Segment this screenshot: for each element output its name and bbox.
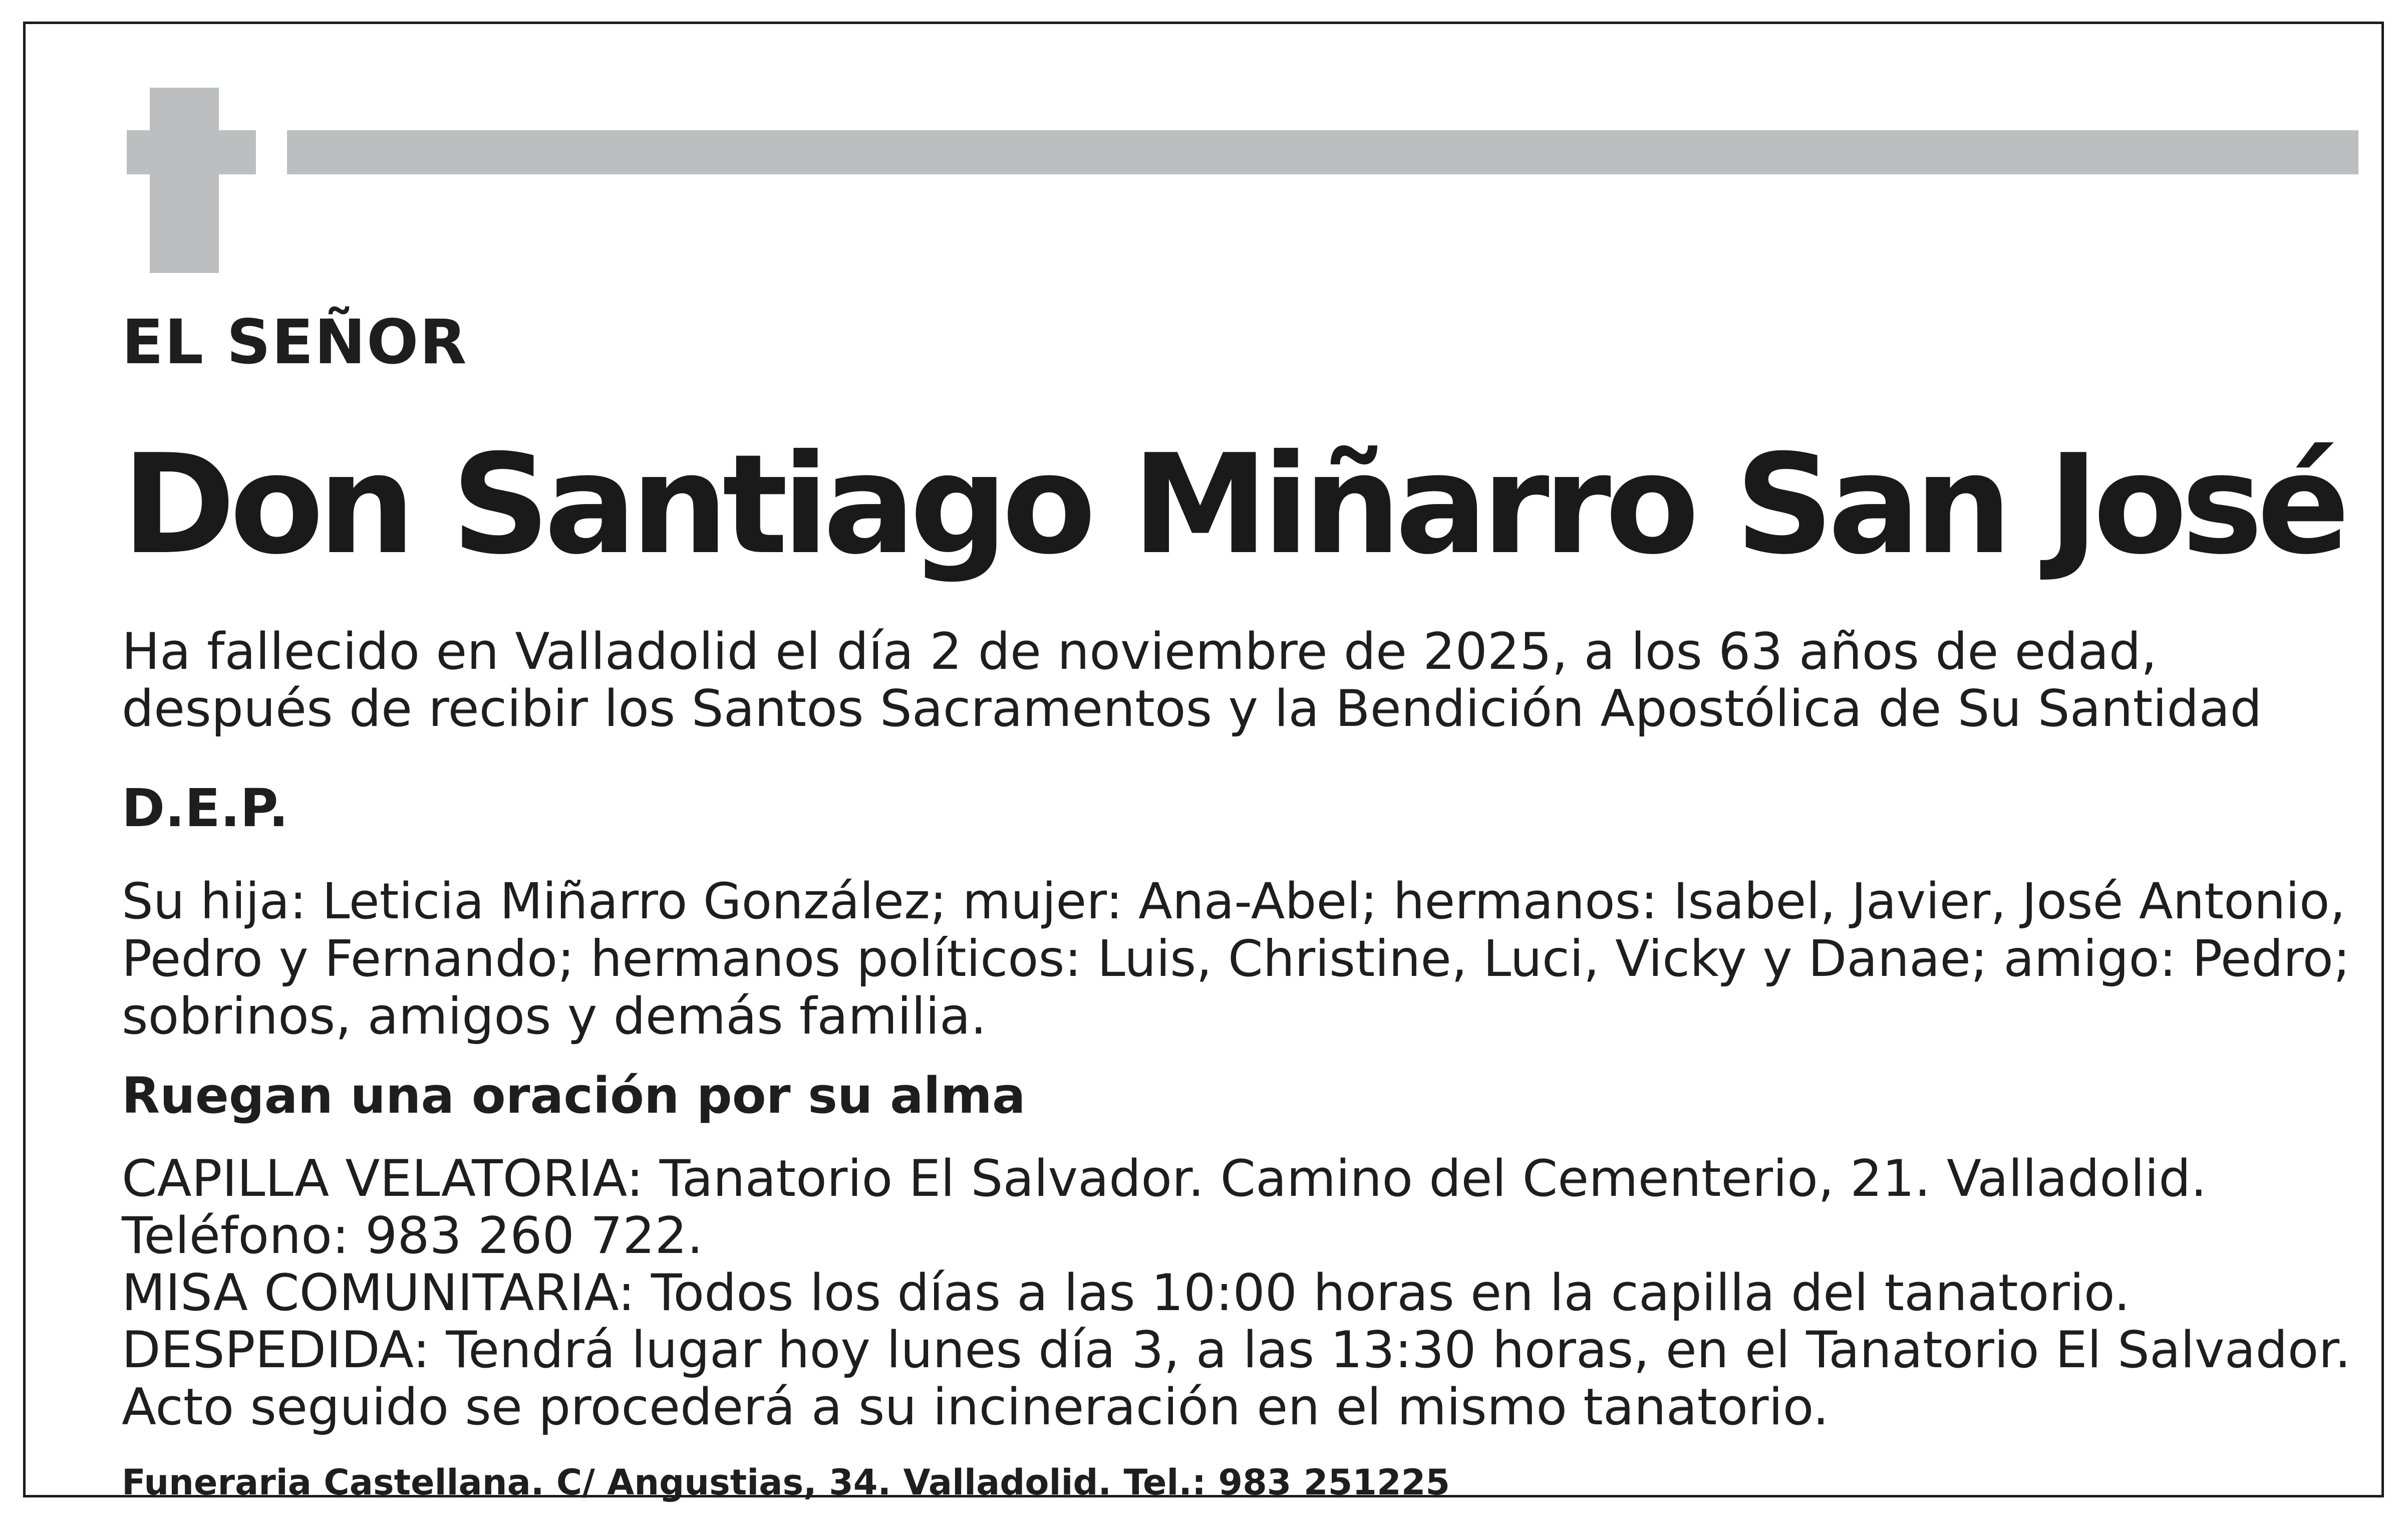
- info-line: CAPILLA VELATORIA: Tanatorio El Salvador. Camino del Cementerio, 21. Valladolid.: [122, 1149, 2207, 1208]
- funeral-home-footer: Funeraria Castellana. C/ Angustias, 34. Valladolid. Tel.: 983 251225: [122, 1462, 1450, 1503]
- info-line: Teléfono: 983 260 722.: [122, 1206, 703, 1265]
- honorific-label: EL SEÑOR: [122, 307, 468, 378]
- family-line: sobrinos, amigos y demás familia.: [122, 986, 987, 1046]
- deceased-name: Don Santiago Miñarro San José: [122, 425, 2344, 585]
- cross-vertical-bar: [150, 88, 219, 273]
- info-line: DESPEDIDA: Tendrá lugar hoy lunes día 3, a las 13:30 horas, en el Tanatorio El Salvador.: [122, 1320, 2351, 1379]
- info-line: MISA COMUNITARIA: Todos los días a las 10:00 horas en la capilla del tanatorio.: [122, 1263, 2130, 1322]
- announcement-line: Ha fallecido en Valladolid el día 2 de noviembre de 2025, a los 63 años de edad,: [122, 622, 2157, 681]
- family-line: Su hija: Leticia Miñarro González; mujer: Ana-Abel; hermanos: Isabel, Javier, José Antonio,: [122, 873, 2346, 930]
- announcement-line: después de recibir los Santos Sacramentos y la Bendición Apostólica de Su Santidad: [122, 679, 2262, 738]
- cross-horizontal-bar: [127, 130, 256, 174]
- obituary-card: [23, 22, 2384, 1503]
- prayer-request: Ruegan una oración por su alma: [122, 1067, 1026, 1125]
- rest-in-peace: D.E.P.: [122, 778, 289, 839]
- family-line: Pedro y Fernando; hermanos políticos: Luis, Christine, Luci, Vicky y Danae; amigo: Pedro;: [122, 929, 2350, 988]
- header-rule: [287, 130, 2358, 174]
- info-line: Acto seguido se procederá a su incineración en el mismo tanatorio.: [122, 1377, 1829, 1436]
